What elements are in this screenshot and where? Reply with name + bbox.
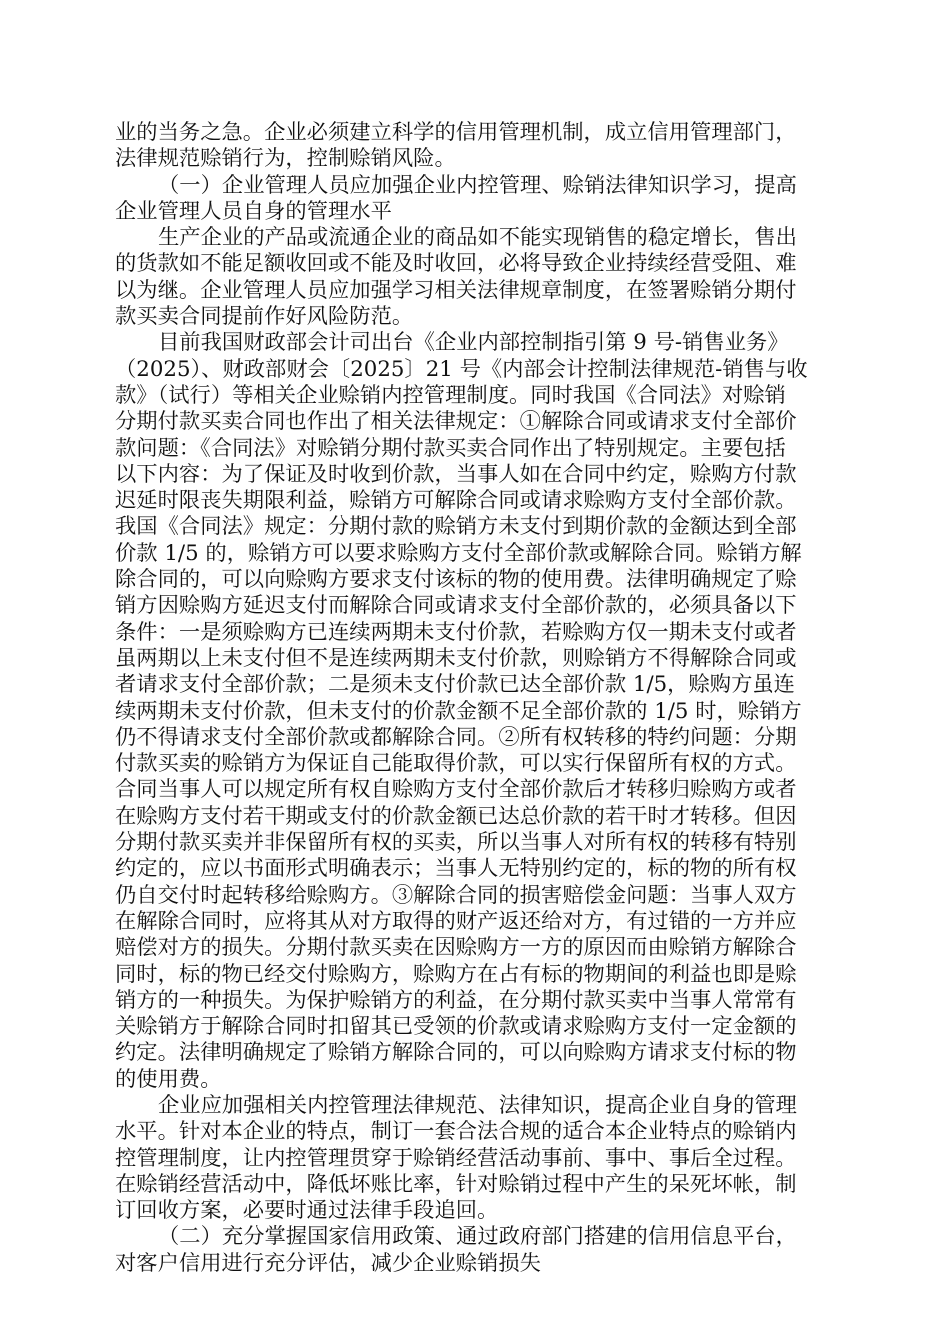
text-line: （2025）、财政部财会〔2025〕21 号《内部会计控制法律规范-销售与收	[115, 356, 808, 382]
text-line: 赔偿对方的损失。分期付款买卖在因赊购方一方的原因而由赊销方解除合	[115, 935, 797, 961]
text-line: 企业管理人员自身的管理水平	[115, 198, 392, 224]
text-line: 约定。法律明确规定了赊销方解除合同的，可以向赊购方请求支付标的物	[115, 1040, 797, 1066]
text-line: 以为继。企业管理人员应加强学习相关法律规章制度，在签署赊销分期付	[115, 277, 797, 303]
text-line: 法律规范赊销行为，控制赊销风险。	[115, 146, 456, 172]
text-line: （二）充分掌握国家信用政策、通过政府部门搭建的信用信息平台，	[158, 1224, 797, 1250]
text-line: 企业应加强相关内控管理法律规范、法律知识，提高企业自身的管理	[158, 1092, 797, 1118]
text-line: 迟延时限丧失期限利益，赊销方可解除合同或请求赊购方支付全部价款。	[115, 488, 797, 514]
text-line: 对客户信用进行充分评估，减少企业赊销损失	[115, 1250, 541, 1276]
paragraph-4	[115, 1093, 835, 1224]
text-line: 约定的，应以书面形式明确表示；当事人无特别约定的，标的物的所有权	[115, 856, 797, 882]
text-line: 销方因赊购方延迟支付而解除合同或请求支付全部价款的，必须具备以下	[115, 593, 797, 619]
text-line: 销方的一种损失。为保护赊销方的利益，在分期付款买卖中当事人常常有	[115, 987, 797, 1013]
document-page	[115, 120, 835, 1277]
text-line: 生产企业的产品或流通企业的商品如不能实现销售的稳定增长，售出	[158, 225, 797, 251]
text-line: 业的当务之急。企业必须建立科学的信用管理机制，成立信用管理部门，	[115, 120, 797, 145]
section-heading-1	[115, 173, 835, 226]
text-line: 续两期未支付价款，但未支付的价款金额不足全部价款的 1/5 时，赊销方	[115, 698, 802, 724]
text-line: 在赊销经营活动中，降低坏账比率，针对赊销过程中产生的呆死坏帐，制	[115, 1171, 797, 1197]
text-line: 除合同的，可以向赊购方要求支付该标的物的使用费。法律明确规定了赊	[115, 567, 797, 593]
text-line: 虽两期以上未支付但不是连续两期未支付价款，则赊销方不得解除合同或	[115, 645, 797, 671]
text-line: 同时，标的物已经交付赊购方，赊购方在占有标的物期间的利益也即是赊	[115, 961, 797, 987]
text-line: 目前我国财政部会计司出台《企业内部控制指引第 9 号-销售业务》	[158, 330, 789, 356]
text-line: 水平。针对本企业的特点，制订一套合法合规的适合本企业特点的赊销内	[115, 1119, 797, 1145]
text-line: 订回收方案，必要时通过法律手段追回。	[115, 1198, 499, 1224]
text-line: 在解除合同时，应将其从对方取得的财产返还给对方，有过错的一方并应	[115, 908, 797, 934]
text-line: 款问题：《合同法》对赊销分期付款买卖合同作出了特别规定。主要包括	[115, 435, 786, 461]
text-line: 条件：一是须赊购方已连续两期未支付价款，若赊购方仅一期未支付或者	[115, 619, 797, 645]
text-line: 付款买卖的赊销方为保证自己能取得价款，可以实行保留所有权的方式。	[115, 751, 797, 777]
text-line: 的使用费。	[115, 1066, 222, 1092]
text-line: 在赊购方支付若干期或支付的价款金额已达总价款的若干时才转移。但因	[115, 803, 797, 829]
text-line: 仍不得请求支付全部价款或都解除合同。②所有权转移的特约问题：分期	[115, 724, 797, 750]
text-line: （一）企业管理人员应加强企业内控管理、赊销法律知识学习，提高	[158, 172, 797, 198]
text-line: 款》（试行）等相关企业赊销内控管理制度。同时我国《合同法》对赊销	[115, 382, 786, 408]
text-line: 仍自交付时起转移给赊购方。③解除合同的损害赔偿金问题：当事人双方	[115, 882, 797, 908]
text-line: 以下内容：为了保证及时收到价款，当事人如在合同中约定，赊购方付款	[115, 461, 797, 487]
text-line: 款买卖合同提前作好风险防范。	[115, 304, 414, 330]
text-line: 分期付款买卖合同也作出了相关法律规定：①解除合同或请求支付全部价	[115, 409, 797, 435]
text-line: 价款 1/5 的，赊销方可以要求赊购方支付全部价款或解除合同。赊销方解	[115, 540, 802, 566]
text-line: 分期付款买卖并非保留所有权的买卖，所以当事人对所有权的转移有特别	[115, 830, 797, 856]
paragraph-2	[115, 225, 835, 330]
section-heading-2	[115, 1224, 835, 1277]
text-line: 合同当事人可以规定所有权自赊购方支付全部价款后才转移归赊购方或者	[115, 777, 797, 803]
text-line: 者请求支付全部价款；二是须未支付价款已达全部价款 1/5，赊购方虽连	[115, 672, 795, 698]
text-line: 控管理制度，让内控管理贯穿于赊销经营活动事前、事中、事后全过程。	[115, 1145, 797, 1171]
paragraph-intro	[115, 120, 835, 173]
text-line: 关赊销方于解除合同时扣留其已受领的价款或请求赊购方支付一定金额的	[115, 1014, 797, 1040]
text-line: 的货款如不能足额收回或不能及时收回，必将导致企业持续经营受阻、难	[115, 251, 797, 277]
paragraph-3	[115, 330, 835, 1093]
text-line: 我国《合同法》规定：分期付款的赊销方未支付到期价款的金额达到全部	[115, 514, 797, 540]
